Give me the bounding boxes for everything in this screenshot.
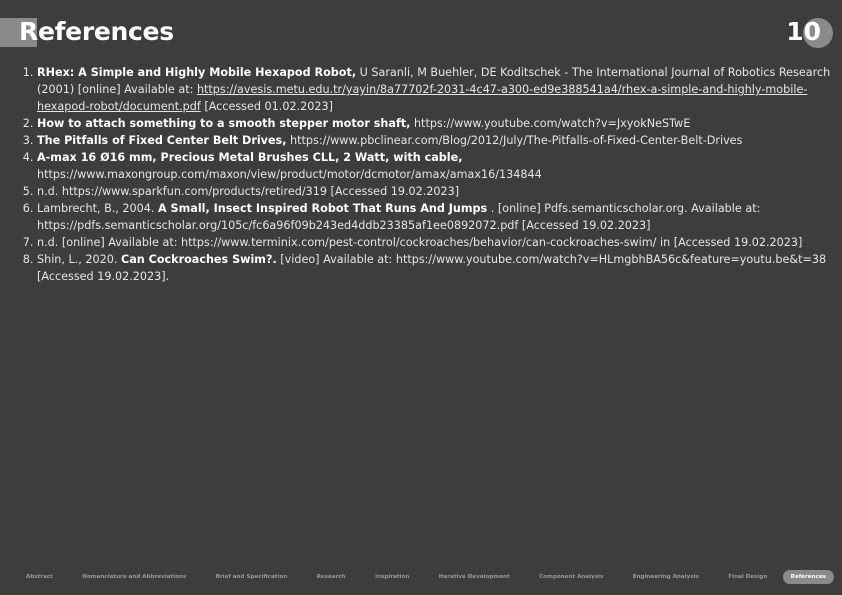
page-title: References	[19, 17, 174, 46]
nav-item-component-analysis[interactable]: Component Analysis	[539, 574, 604, 580]
page-number: 10	[786, 17, 821, 46]
nav-item-brief[interactable]: Brief and Specification	[215, 574, 288, 580]
nav-item-engineering-analysis[interactable]: Engineering Analysis	[632, 574, 699, 580]
nav-item-references[interactable]: References	[783, 570, 834, 584]
reference-item: 4. A-max 16 Ø16 mm, Precious Metal Brushes CLL, 2 Watt, with cable, https://www.maxongroup.com/maxon/view/product/motor/dcmotor/amax/amax16/134844	[37, 149, 837, 183]
reference-item: 1. RHex: A Simple and Highly Mobile Hexapod Robot, U Saranli, M Buehler, DE Koditschek - The International Journal of Robotics Research (2001) [online] Available at: https://avesis.metu.edu.tr/yayin/8a77702f-2031-4c47-a300-ed9e388541a4/rhex-a-simple-and-highly-mobile-hexapod-robot/document.pdf [Accessed 01.02.2023]	[37, 64, 837, 115]
references-list	[20, 64, 837, 285]
reference-item: 7. n.d. [online] Available at: https://www.terminix.com/pest-control/cockroaches/behavior/can-cockroaches-swim/ in [Accessed 19.02.2023]	[37, 234, 837, 251]
reference-item: 8. Shin, L., 2020. Can Cockroaches Swim?. [video] Available at: https://www.youtube.com/watch?v=HLmgbhBA56c&feature=youtu.be&t=38 [Accessed 19.02.2023].	[37, 251, 837, 285]
reference-item: 3. The Pitfalls of Fixed Center Belt Drives, https://www.pbclinear.com/Blog/2012/July/The-Pitfalls-of-Fixed-Center-Belt-Drives	[37, 132, 837, 149]
reference-item: 6. Lambrecht, B., 2004. A Small, Insect Inspired Robot That Runs And Jumps . [online] Pdfs.semanticscholar.org. Available at: https://pdfs.semanticscholar.org/105c/fc6a96f09b243ed4ddb23385af1ee0892072.pdf [Accessed 19.02.2023]	[37, 200, 837, 234]
section-nav	[12, 569, 834, 585]
nav-item-inspiration[interactable]: Inspiration	[375, 574, 410, 580]
nav-item-nomenclature[interactable]: Nomenclature and Abbreviations	[82, 574, 187, 580]
reference-item: 5. n.d. https://www.sparkfun.com/products/retired/319 [Accessed 19.02.2023]	[37, 183, 837, 200]
reference-link[interactable]: https://avesis.metu.edu.tr/yayin/8a77702f-2031-4c47-a300-ed9e388541a4/rhex-a-simple-and-highly-mobile-hexapod-robot/document.pdf	[37, 83, 808, 113]
reference-item: 2. How to attach something to a smooth stepper motor shaft, https://www.youtube.com/watch?v=JxyokNeSTwE	[37, 115, 837, 132]
nav-item-abstract[interactable]: Abstract	[26, 574, 53, 580]
nav-item-research[interactable]: Research	[316, 574, 346, 580]
nav-item-iterative-development[interactable]: Iterative Development	[438, 574, 510, 580]
nav-item-final-design[interactable]: Final Design	[728, 574, 768, 580]
